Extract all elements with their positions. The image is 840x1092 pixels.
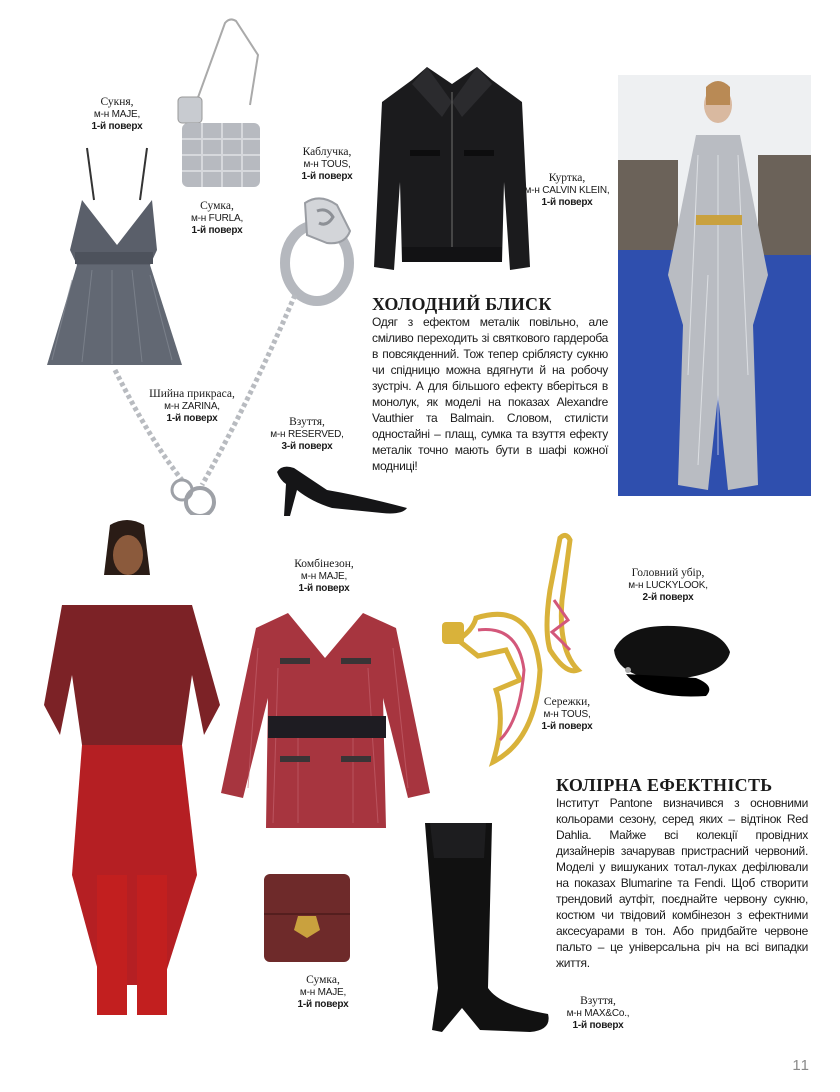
- burgundy-bag-image: [262, 872, 352, 964]
- caption-type: Сережки,: [543, 696, 591, 708]
- caption-type: Взуття,: [289, 416, 325, 428]
- caption-store: м-н LUCKYLOOK,: [628, 579, 708, 591]
- caption-type: Сумка,: [200, 200, 234, 212]
- section1-body: Одяг з ефектом металік повільно, але сміливо переходить зі святкового гардероба в повсякденний. Тож тепер сріблясту сукню чи спідницю можна вдягнути й на робочу зустріч. А для більшого ефекту вберіться в монолук, як моделі на показах Alexandre Vauthier та Balmain. Словом, стилісти одностайні – плащ, сумка та взуття ефекту металік точно мають бути в шафі кожної модниці!: [372, 315, 608, 473]
- shoes2-caption: [548, 995, 648, 1033]
- caption-type: Комбінезон,: [294, 558, 354, 570]
- caption-store: м-н RESERVED,: [270, 428, 344, 440]
- caption-type: Сукня,: [100, 96, 134, 108]
- jumpsuit-caption: [278, 558, 370, 596]
- caption-floor: 1-й поверх: [301, 171, 353, 182]
- page-number: 11: [792, 1057, 810, 1074]
- caption-type: Головний убір,: [631, 567, 705, 579]
- gold-earrings-image: [428, 530, 593, 770]
- earrings-caption: [522, 696, 612, 734]
- bag2-caption: [278, 974, 368, 1012]
- necklace-caption: [148, 388, 236, 426]
- caption-type: Куртка,: [548, 172, 586, 184]
- dress-caption: [72, 96, 162, 134]
- caption-floor: 2-й поверх: [642, 592, 694, 603]
- caption-type: Сумка,: [306, 974, 340, 986]
- jacket-caption: [522, 172, 612, 210]
- caption-store: м-н TOUS,: [303, 158, 351, 170]
- black-cap-image: [606, 620, 736, 705]
- tweed-jumpsuit-image: [218, 608, 433, 833]
- caption-store: м-н FURLA,: [190, 212, 244, 224]
- caption-floor: 1-й поверх: [541, 197, 593, 208]
- caption-floor: 3-й поверх: [281, 441, 333, 452]
- caption-store: м-н MAJE,: [299, 986, 347, 998]
- shoes1-caption: [262, 416, 352, 454]
- caption-type: Взуття,: [580, 995, 616, 1007]
- caption-store: м-н TOUS,: [543, 708, 591, 720]
- caption-type: Шийна прикраса,: [149, 388, 235, 400]
- section2-body: Інститут Pantone визначився з основними кольорами сезону, серед яких – відтінок Red Dahlia. Майже всі колекції провідних дизайнерів зачарував пристрасний червоний. Моделі у вишуканих тотал-луках дефілювали на показах Blumarine та Fendi. Щоб створити трендовий аутфіт, поєднайте червону сукню, костюм чи твідовий комбінезон з ефектними аксесуарами в тон. Або придбайте червоне пальто – це універсальна річ на всі випадки життя.: [556, 796, 808, 970]
- runway-silver-photo: [618, 75, 811, 496]
- caption-store: м-н MAX&Co.,: [566, 1007, 630, 1019]
- caption-store: м-н MAJE,: [300, 570, 348, 582]
- caption-type: Каблучка,: [302, 146, 352, 158]
- caption-floor: 1-й поверх: [91, 121, 143, 132]
- hat-caption: [618, 567, 718, 605]
- caption-floor: 1-й поверх: [191, 225, 243, 236]
- caption-store: м-н CALVIN KLEIN,: [524, 184, 610, 196]
- caption-store: м-н ZARINA,: [164, 400, 220, 412]
- ring-caption: [282, 146, 372, 184]
- black-boots-image: [420, 818, 555, 1038]
- caption-floor: 1-й поверх: [541, 721, 593, 732]
- bag1-caption: [172, 200, 262, 238]
- caption-floor: 1-й поверх: [297, 999, 349, 1010]
- runway-red-photo: [42, 515, 232, 1035]
- leather-jacket-image: [372, 62, 532, 277]
- caption-floor: 1-й поверх: [572, 1020, 624, 1031]
- caption-floor: 1-й поверх: [166, 413, 218, 424]
- caption-store: м-н MAJE,: [93, 108, 141, 120]
- silver-bag-image: [170, 15, 265, 193]
- caption-floor: 1-й поверх: [298, 583, 350, 594]
- section2-headline: КОЛІРНА ЕФЕКТНІСТЬ: [556, 775, 773, 795]
- section1-headline: ХОЛОДНИЙ БЛИСК: [372, 294, 552, 314]
